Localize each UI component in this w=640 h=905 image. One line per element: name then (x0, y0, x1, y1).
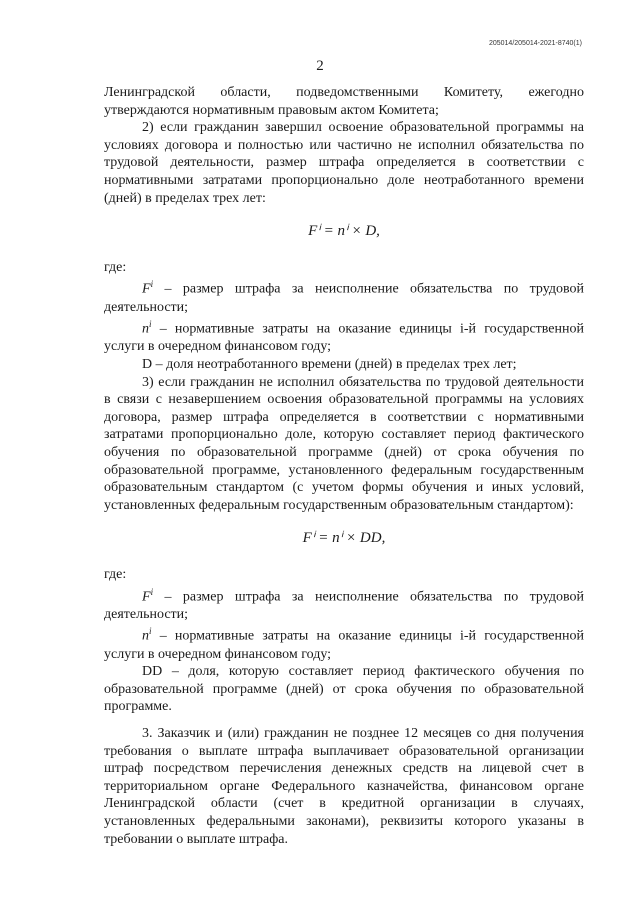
document-id-stamp: 205014/205014-2021-8740(1) (488, 40, 582, 47)
definition-text: – нормативные затраты на оказание единицы i-й государственной услуги в очередном финансовом году; (104, 321, 584, 355)
paragraph-continuation: Ленинградской области, подведомственными Комитету, ежегодно утверждаются нормативным правовым актом Комитета; (104, 85, 584, 118)
symbol-sup: i (149, 319, 152, 330)
definition-text: – размер штрафа за неисполнение обязательства по трудовой деятельности; (104, 282, 584, 315)
where-label-1: где: (104, 259, 127, 275)
definition-D: D – доля неотработанного времени (дней) в пределах трех лет; (142, 357, 517, 373)
paragraph-item-2: 2) если гражданин завершил освоение образовательной программы на условиях договора и полностью или частично не исполнил обязательства по трудовой деятельности, размер штрафа определяется в соответствии с нормативными затратами пропорционально доле неотработанного времени (дней) в пределах трех лет: (104, 120, 584, 206)
symbol-F: F (142, 282, 151, 297)
formula-2: Fⁱ = nⁱ × DD, (302, 530, 386, 547)
definition-n-2 (104, 623, 584, 663)
definition-n-1 (104, 316, 584, 356)
symbol-F: F (142, 589, 151, 605)
definition-text: – размер штрафа за неисполнение обязательства по трудовой деятельности; (104, 589, 584, 622)
symbol-sup: i (150, 586, 154, 597)
symbol-n: n (142, 629, 149, 645)
document-body (104, 84, 584, 848)
paragraph-item-3: 3) если гражданин не исполнил обязательства по трудовой деятельности в связи с незавершением освоения образовательной программы на условиях договора, размер штрафа определяется в соответствии с нормативными затратами пропорционально доле, которую составляет период фактического обучения по образовательной программе (дней) от срока обучения по образовательной программе, установленного федеральным государственным образовательным стандартом (с учетом формы обучения и иных условий, установленных федеральным государственным образовательным стандартом): (104, 374, 584, 513)
symbol-sup: i (149, 626, 152, 637)
symbol-sup: i (150, 279, 154, 290)
definition-text: – нормативные затраты на оказание единицы i-й государственной услуги в очередном финансовом году; (104, 629, 584, 662)
definition-F-1 (104, 276, 584, 316)
definition-F-2 (104, 584, 584, 624)
formula-1: Fⁱ = nⁱ × D, (308, 223, 380, 240)
definition-DD: DD – доля, которую составляет период фактического обучения по образовательной программе (дней) от срока обучения по образовательной программе. (104, 664, 584, 715)
paragraph-point-3: 3. Заказчик и (или) гражданин не позднее 12 месяцев со дня получения требования о выплате штрафа выплачивает образовательной организации штраф посредством перечисления денежных средств на лицевой счет в территориальном органе Федерального казначейства, финансовом органе Ленинградской области (счет в кредитной организации в случаях, установленных федеральными законами), реквизиты которого указаны в требовании о выплате штрафа. (104, 726, 584, 847)
symbol-n: n (142, 321, 149, 337)
page-number: 2 (316, 58, 324, 74)
where-label-2: где: (104, 566, 127, 582)
